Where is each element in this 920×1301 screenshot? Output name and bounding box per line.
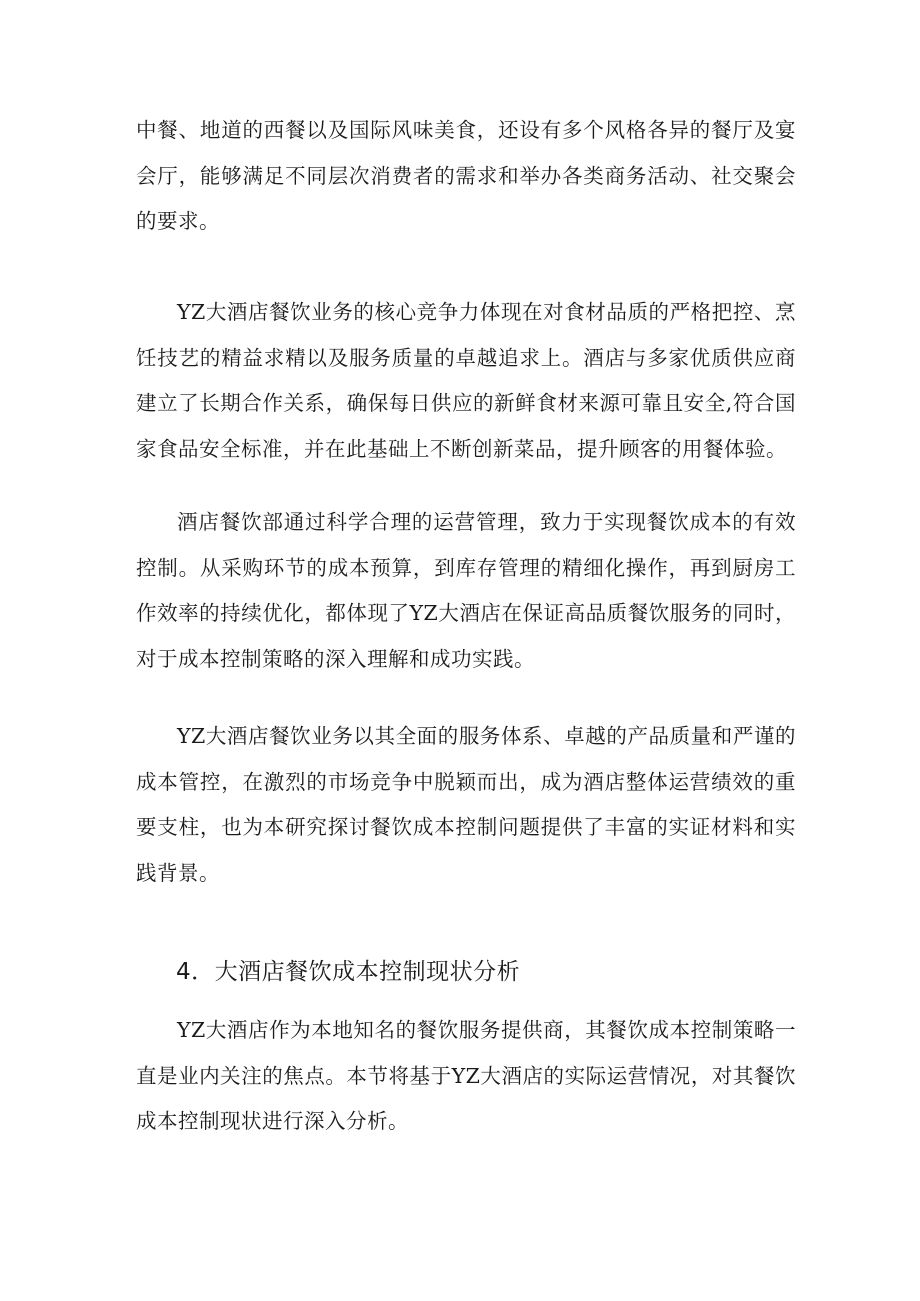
paragraph-dining-venues: 中餐、地道的西餐以及国际风味美食，还设有多个风格各异的餐厅及宴会厅，能够满足不同层次消费者的需求和举办各类商务活动、社交聚会的要求。 [136,118,796,233]
paragraph-core-competitiveness: YZ大酒店餐饮业务的核心竞争力体现在对食材品质的严格把控、烹饪技艺的精益求精以及服务质量的卓越追求上。酒店与多家优质供应商建立了长期合作关系，确保每日供应的新鲜食材来源可靠且安全,符合国家食品安全标准，并在此基础上不断创新菜品，提升顾客的用餐体验。 [136,300,796,461]
paragraph-section-intro: YZ大酒店作为本地知名的餐饮服务提供商，其餐饮成本控制策略一直是业内关注的焦点。本节将基于YZ大酒店的实际运营情况，对其餐饮成本控制现状进行深入分析。 [136,1018,796,1133]
section-heading: 4．大酒店餐饮成本控制现状分析 [176,959,521,985]
paragraph-summary: YZ大酒店餐饮业务以其全面的服务体系、卓越的产品质量和严谨的成本管控，在激烈的市场竞争中脱颖而出，成为酒店整体运营绩效的重要支柱，也为本研究探讨餐饮成本控制问题提供了丰富的实证材料和实践背景。 [136,724,796,885]
paragraph-operations-management: 酒店餐饮部通过科学合理的运营管理，致力于实现餐饮成本的有效控制。从采购环节的成本预算，到库存管理的精细化操作，再到厨房工作效率的持续优化，都体现了YZ大酒店在保证高品质餐饮服务的同时，对于成本控制策略的深入理解和成功实践。 [136,510,796,671]
